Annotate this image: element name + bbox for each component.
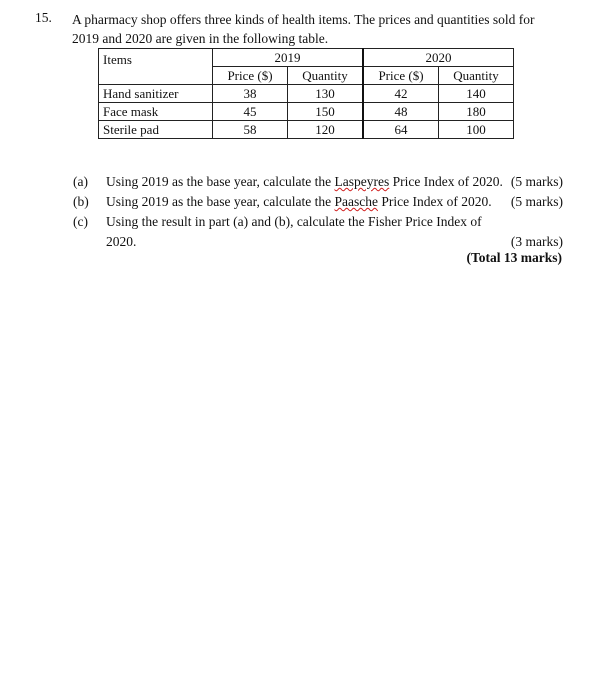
quantity-2020: 180: [439, 103, 514, 121]
quantity-2020-header: Quantity: [439, 67, 514, 85]
total-marks: (Total 13 marks): [466, 250, 562, 265]
price-2020: 64: [363, 121, 439, 139]
year-2019-header: 2019: [213, 49, 364, 67]
part-a-marks: (5 marks): [510, 174, 563, 189]
price-2019-header: Price ($): [213, 67, 288, 85]
price-2019: 45: [213, 103, 288, 121]
item-name: Hand sanitizer: [99, 85, 213, 103]
price-2020: 48: [363, 103, 439, 121]
item-name: Sterile pad: [99, 121, 213, 139]
paasche-keyword: Paasche: [334, 194, 378, 209]
quantity-2020: 140: [439, 85, 514, 103]
year-2020-header: 2020: [363, 49, 514, 67]
part-b-marks: (5 marks): [510, 194, 563, 209]
quantity-2019-header: Quantity: [288, 67, 364, 85]
quantity-2020: 100: [439, 121, 514, 139]
intro-line-1: A pharmacy shop offers three kinds of health items. The prices and quantities sold for: [72, 12, 535, 27]
item-name: Face mask: [99, 103, 213, 121]
part-c-marks: (3 marks): [510, 234, 563, 249]
table-row: [99, 85, 514, 103]
laspeyres-keyword: Laspeyres: [334, 174, 390, 189]
part-c-continuation: [73, 232, 563, 252]
quantity-2019: 130: [288, 85, 364, 103]
price-2019: 58: [213, 121, 288, 139]
question-intro: [72, 10, 582, 48]
price-2020-header: Price ($): [363, 67, 439, 85]
items-header: Items: [99, 49, 213, 85]
table-header-row-years: [99, 49, 514, 67]
question-number: 15.: [35, 10, 52, 25]
question-parts: [73, 172, 563, 252]
part-c-line-1: Using the result in part (a) and (b), calculate the Fisher Price Index of: [106, 214, 482, 229]
part-a-text-after: Price Index of 2020.: [389, 174, 503, 189]
part-a-text-before: Using 2019 as the base year, calculate the: [106, 174, 335, 189]
part-b-label: (b): [73, 194, 89, 209]
table-row: [99, 121, 514, 139]
part-b-text: [106, 192, 492, 212]
price-2020: 42: [363, 85, 439, 103]
part-a-label: (a): [73, 174, 88, 189]
part-c-line-2: 2020.: [106, 234, 137, 249]
quantity-2019: 120: [288, 121, 364, 139]
part-b-text-after: Price Index of 2020.: [377, 194, 492, 209]
part-a-text: [106, 172, 503, 192]
part-a: [73, 172, 563, 192]
part-c: [73, 212, 563, 232]
table-row: [99, 103, 514, 121]
intro-line-2: 2019 and 2020 are given in the following table.: [72, 31, 329, 46]
part-b: [73, 192, 563, 212]
part-b-text-before: Using 2019 as the base year, calculate the: [106, 194, 335, 209]
price-2019: 38: [213, 85, 288, 103]
price-quantity-table: [98, 48, 514, 139]
quantity-2019: 150: [288, 103, 364, 121]
part-c-label: (c): [73, 214, 88, 229]
